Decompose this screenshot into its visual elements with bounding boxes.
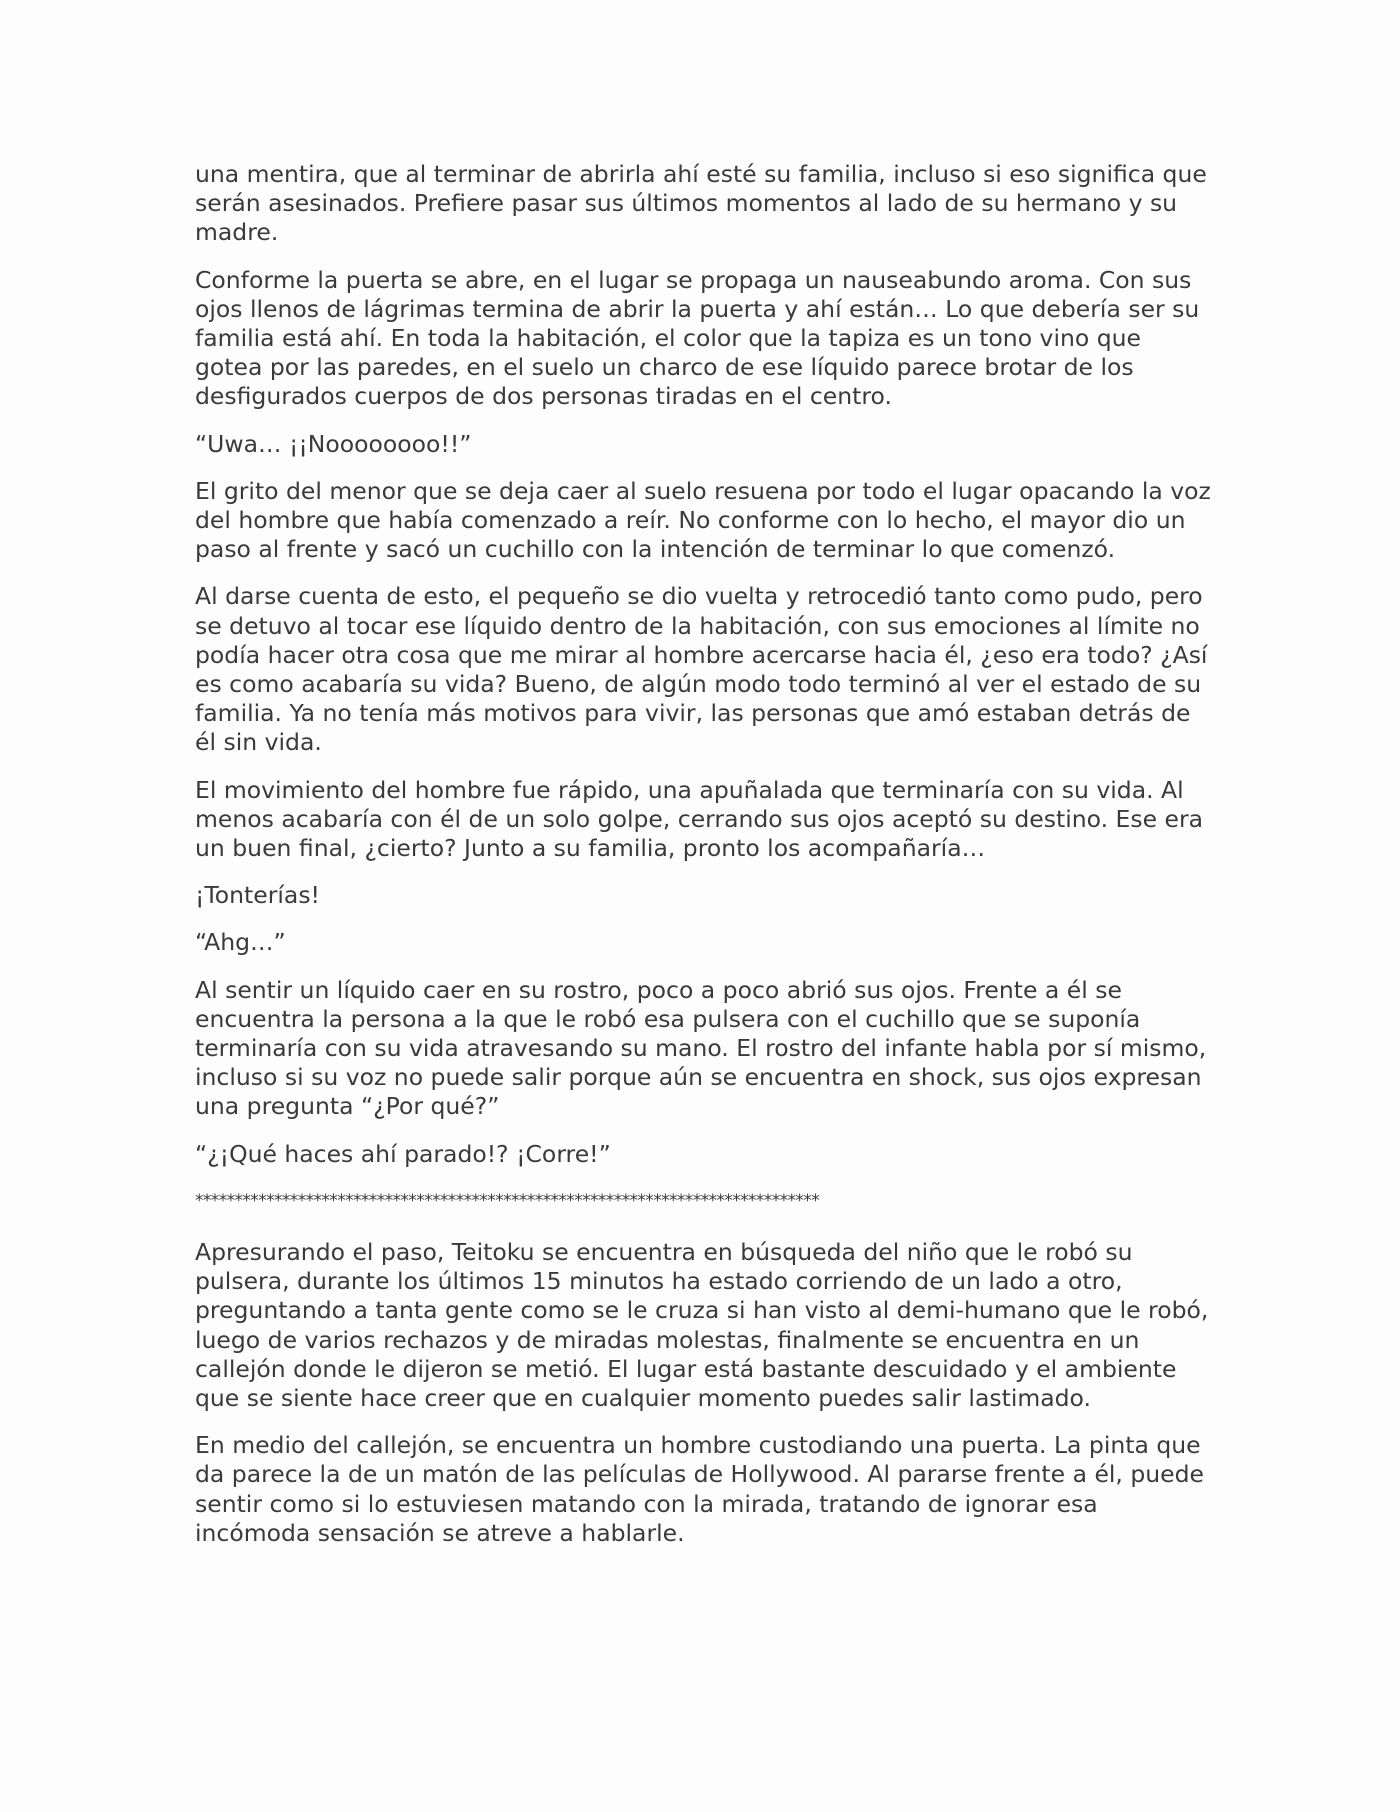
paragraph-6: El movimiento del hombre fue rápido, una apuñalada que terminaría con su vida. Al menos acabaría con él de un solo golpe, cerrando sus ojos aceptó su destino. Ese era un buen final, ¿cierto? Junto a su familia, pronto los acompañaría… bbox=[195, 775, 1204, 863]
paragraph-12: Apresurando el paso, Teitoku se encuentra en búsqueda del niño que le robó su pulsera, durante los últimos 15 minutos ha estado corriendo de un lado a otro, preguntando a tanta gente como se le cruza si han visto al demi-humano que le robó, luego de varios rechazos y de miradas molestas, finalmente se encuentra en un callejón donde le dijeron se metió. El lugar está bastante descuidado y el ambiente que se siente hace creer que en cualquier momento puedes salir lastimado. bbox=[195, 1237, 1209, 1412]
paragraph-9: Al sentir un líquido caer en su rostro, poco a poco abrió sus ojos. Frente a él se encuentra la persona a la que le robó esa pulsera con el cuchillo que se suponía terminaría con su vida atravesando su mano. El rostro del infante habla por sí mismo, incluso si su voz no puede salir porque aún se encuentra en shock, sus ojos expresan una pregunta “¿Por qué?” bbox=[195, 975, 1207, 1121]
scene-separator: ******************************************************************************* bbox=[195, 1190, 820, 1211]
exclamation-line: ¡Tonterías! bbox=[195, 881, 320, 910]
paragraph-2: Conforme la puerta se abre, en el lugar se propaga un nauseabundo aroma. Con sus ojos llenos de lágrimas termina de abrir la puerta y ahí están… Lo que debería ser su familia está ahí. En toda la habitación, el color que la tapiza es un tono vino que gotea por las paredes, en el suelo un charco de ese líquido parece brotar de los desfigurados cuerpos de dos personas tiradas en el centro. bbox=[195, 265, 1200, 411]
dialogue-ahg: “Ahg…” bbox=[195, 928, 286, 957]
dialogue-scream: “Uwa… ¡¡Noooooooo!!” bbox=[195, 429, 472, 458]
document-body bbox=[195, 160, 1215, 1566]
paragraph-4: El grito del menor que se deja caer al suelo resuena por todo el lugar opacando la voz del hombre que había comenzado a reír. No conforme con lo hecho, el mayor dio un paso al frente y sacó un cuchillo con la intención de terminar lo que comenzó. bbox=[195, 476, 1211, 564]
paragraph-13: En medio del callejón, se encuentra un hombre custodiando una puerta. La pinta que da parece la de un matón de las películas de Hollywood. Al pararse frente a él, puede sentir como si lo estuviesen matando con la mirada, tratando de ignorar esa incómoda sensación se atreve a hablarle. bbox=[195, 1431, 1205, 1547]
paragraph-5: Al darse cuenta de esto, el pequeño se dio vuelta y retrocedió tanto como pudo, pero se detuvo al tocar ese líquido dentro de la habitación, con sus emociones al límite no podía hacer otra cosa que me mirar al hombre acercarse hacia él, ¿eso era todo? ¿Así es como acabaría su vida? Bueno, de algún modo todo terminó al ver el estado de su familia. Ya no tenía más motivos para vivir, las personas que amó estaban detrás de él sin vida. bbox=[195, 582, 1208, 757]
paragraph-1: una mentira, que al terminar de abrirla ahí esté su familia, incluso si eso significa que serán asesinados. Prefiere pasar sus últimos momentos al lado de su hermano y su madre. bbox=[195, 160, 1207, 247]
dialogue-corre: “¿¡Qué haces ahí parado!? ¡Corre!” bbox=[195, 1139, 611, 1168]
